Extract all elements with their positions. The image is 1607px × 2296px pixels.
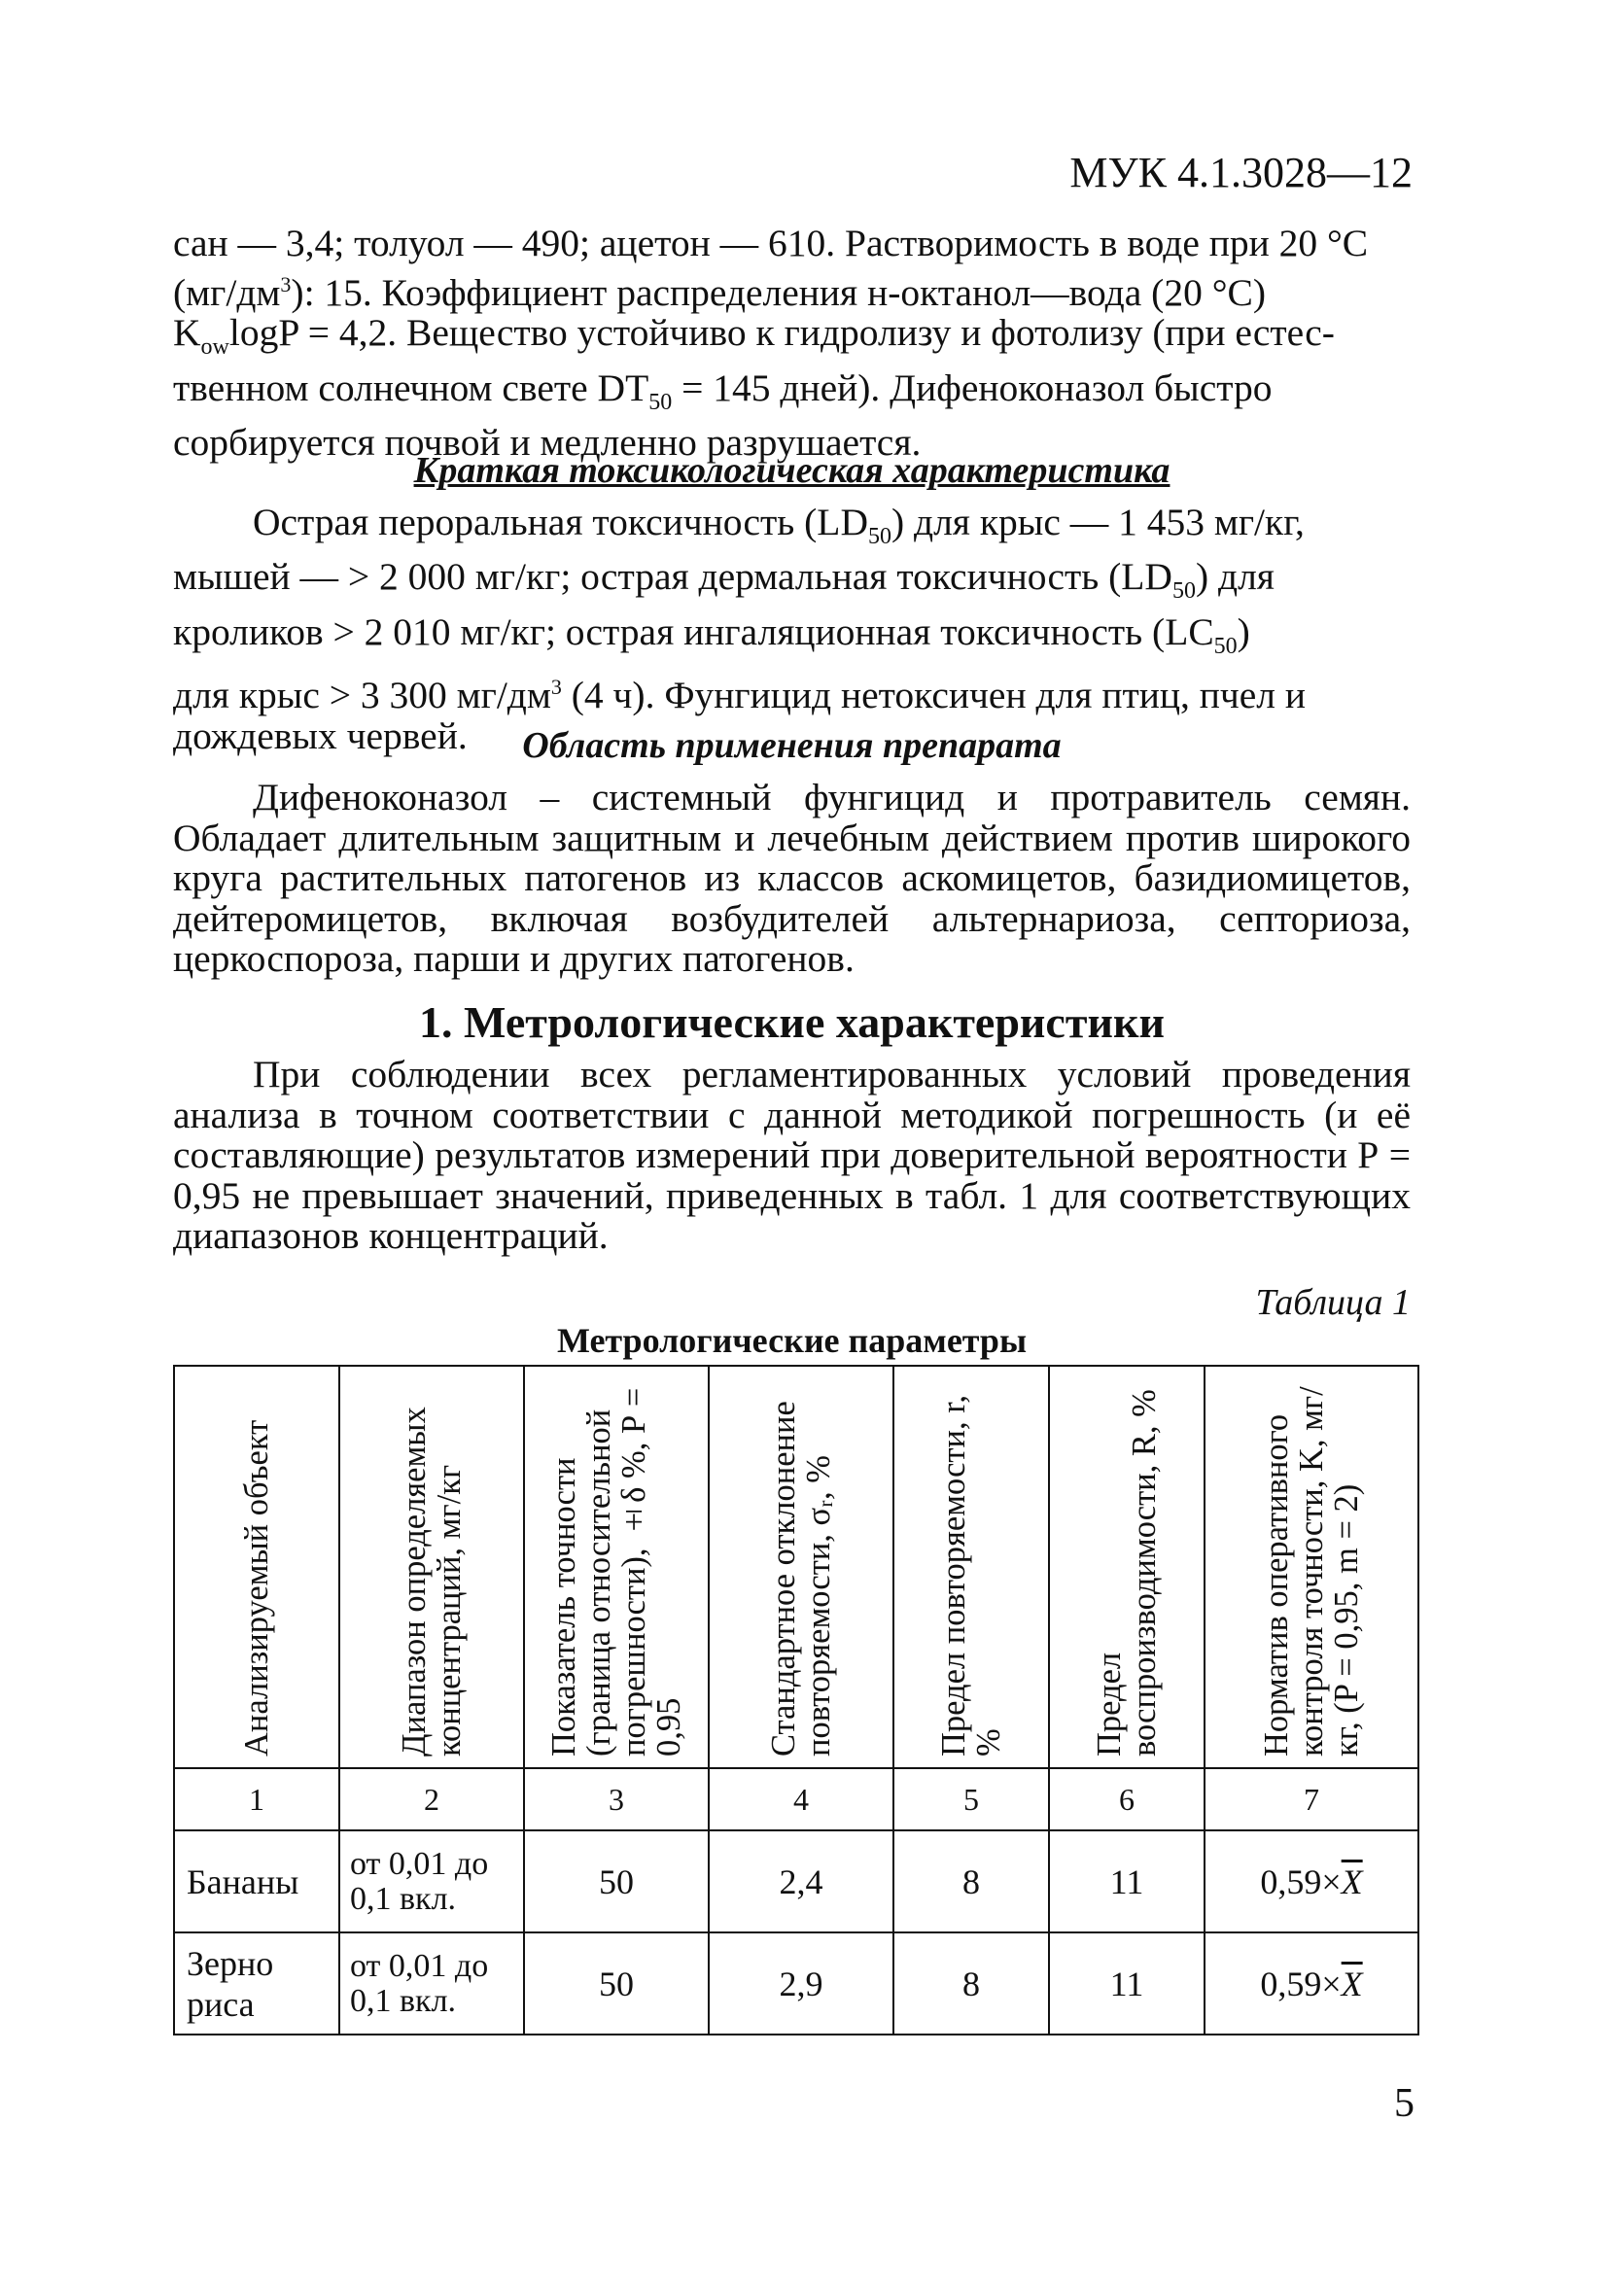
column-number: 4 <box>709 1768 893 1830</box>
reproducibility-cell: 11 <box>1049 1932 1205 2035</box>
column-number: 1 <box>174 1768 339 1830</box>
accuracy-cell: 50 <box>524 1830 709 1932</box>
norm-cell: $0,59\times\overline{X}$ <box>1205 1932 1418 2035</box>
metrology-paragraph: При соблюдении всех регламентированных условий проведения анализа в точном соответствии с данной методикой погрешность (и её составляющие) результатов измерений при доверительной вероятности Р = 0,95 не превышает значений, приведенных в табл. 1 для соответствующих диапазонов концентраций. <box>173 1053 1411 1257</box>
intro-paragraph: сан — 3,4; толуол — 490; ацетон — 610. Растворимость в воде при 20 °С $(мг/дм^3)$: 15. Коэффициент распределения н-октанол—вода (20 °С) $K_{ow}\log P = 4,2$. Вещество устойчиво к гидролизу и фотолизу (при естес- твенном солнечном свете $DT_{50} = 145$ дней). Дифеноконазол быстро сорбируется почвой и медленно разрушается. <box>173 222 1369 464</box>
reproducibility-cell: 11 <box>1049 1830 1205 1932</box>
header-cell: Норматив оперативного контроля точности, K, мг/кг, (P = 0,95, m = 2) <box>1205 1366 1418 1768</box>
column-number: 5 <box>893 1768 1049 1830</box>
table-row <box>174 1830 1418 1932</box>
page-number: 5 <box>1394 2081 1415 2126</box>
range-cell: от 0,01 до 0,1 вкл. <box>339 1932 524 2035</box>
std-dev-cell: 2,4 <box>709 1830 893 1932</box>
header-cell: Предел воспроизводимости, R, % <box>1049 1366 1205 1768</box>
std-dev-cell: 2,9 <box>709 1932 893 2035</box>
column-number: 3 <box>524 1768 709 1830</box>
table-row <box>174 1932 1418 2035</box>
table-header-row <box>174 1366 1418 1768</box>
document-code: МУК 4.1.3028—12 <box>1069 149 1413 196</box>
header-cell: Анализируемый объект <box>174 1366 339 1768</box>
accuracy-cell: 50 <box>524 1932 709 2035</box>
toxicology-heading: Краткая токсикологическая характеристика <box>413 450 1170 491</box>
application-paragraph: Дифеноконазол – системный фунгицид и протравитель семян. Обладает длительным защитным и лечебным действием против широкого круга растительных патогенов из классов аскомицетов, базидиомицетов, дейтеромицетов, включая возбудителей альтернариоза, септориоза, церкоспороза, парши и других патогенов. <box>173 776 1411 980</box>
object-cell: Бананы <box>174 1830 339 1932</box>
range-cell: от 0,01 до 0,1 вкл. <box>339 1830 524 1932</box>
column-number: 2 <box>339 1768 524 1830</box>
section-title: 1. Метрологические характеристики <box>419 997 1165 1047</box>
repeatability-cell: 8 <box>893 1830 1049 1932</box>
toxicology-paragraph: Острая пероральная токсичность $(LD_{50})$ для крыс — 1 453 мг/кг, мышей — > 2 000 мг/кг; острая дермальная токсичность $(LD_{50})$ для кроликов > 2 010 мг/кг; острая ингаляционная токсичность $(LC_{50})$ для крыс > 3 300 $мг/дм^3$ (4 ч). Фунгицид нетоксичен для птиц, пчел и дождевых червей. <box>173 501 1307 757</box>
column-number: 6 <box>1049 1768 1205 1830</box>
norm-cell: $0,59\times\overline{X}$ <box>1205 1830 1418 1932</box>
object-cell: Зерно риса <box>174 1932 339 2035</box>
column-number: 7 <box>1205 1768 1418 1830</box>
application-heading: Область применения препарата <box>522 725 1062 766</box>
metrology-table <box>173 1365 1419 2035</box>
header-cell: Диапазон определяемых концентраций, мг/кг <box>339 1366 524 1768</box>
header-cell: Стандартное отклонение повторяемости, σᵣ, % <box>709 1366 893 1768</box>
repeatability-cell: 8 <box>893 1932 1049 2035</box>
column-number-row <box>174 1768 1418 1830</box>
table-title: Метрологические параметры <box>556 1321 1028 1360</box>
header-cell: Показатель точности (граница относительной погрешности), ±δ %, Р = 0,95 <box>524 1366 709 1768</box>
header-cell: Предел повторяемости, r, % <box>893 1366 1049 1768</box>
table-label: Таблица 1 <box>1255 1282 1411 1323</box>
